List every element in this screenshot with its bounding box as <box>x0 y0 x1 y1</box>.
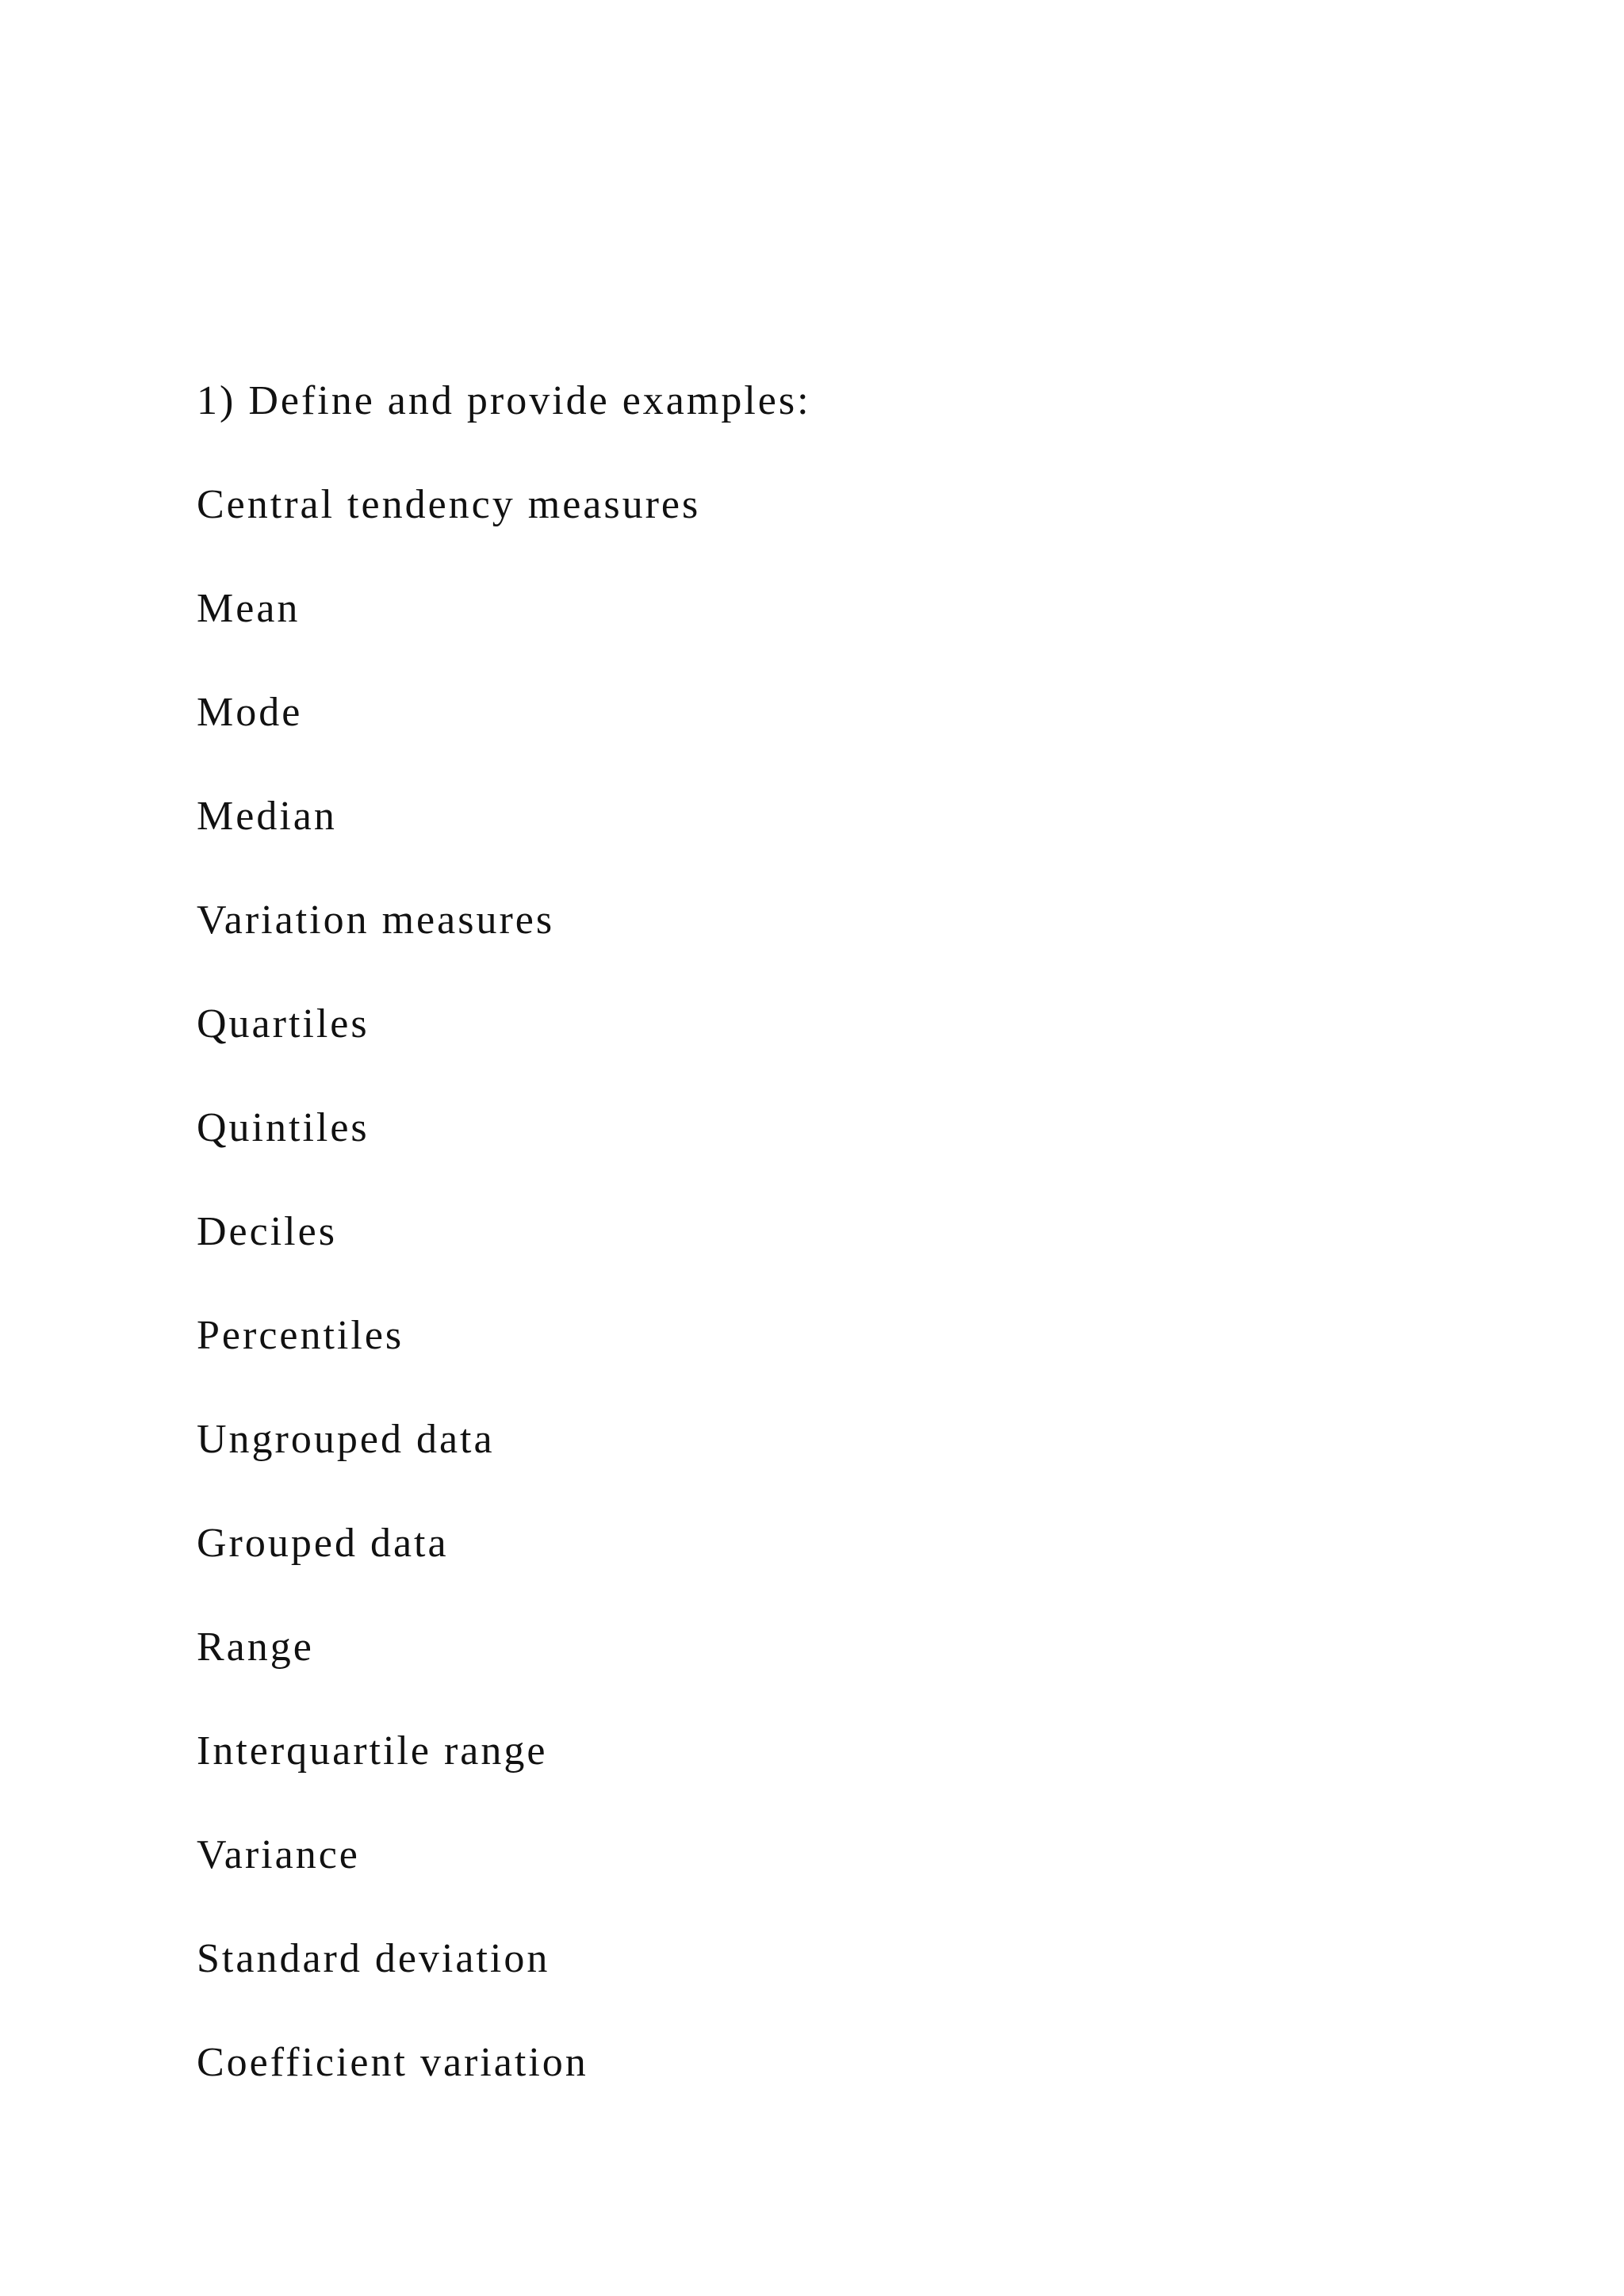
term-variation-measures: Variation measures <box>197 897 555 943</box>
term-quintiles: Quintiles <box>197 1105 370 1150</box>
term-standard-deviation: Standard deviation <box>197 1936 550 1981</box>
question-heading: 1) Define and provide examples: <box>197 378 811 423</box>
term-grouped-data: Grouped data <box>197 1521 449 1566</box>
term-mean: Mean <box>197 586 301 631</box>
term-central-tendency-measures: Central tendency measures <box>197 482 701 527</box>
term-coefficient-variation: Coefficient variation <box>197 2040 588 2085</box>
term-interquartile-range: Interquartile range <box>197 1728 548 1774</box>
term-variance: Variance <box>197 1832 360 1877</box>
document-body <box>197 349 1545 2114</box>
term-percentiles: Percentiles <box>197 1313 404 1358</box>
term-range: Range <box>197 1624 314 1670</box>
term-deciles: Deciles <box>197 1209 337 1254</box>
term-median: Median <box>197 794 337 839</box>
term-ungrouped-data: Ungrouped data <box>197 1417 495 1462</box>
term-quartiles: Quartiles <box>197 1001 370 1047</box>
term-mode: Mode <box>197 690 303 735</box>
